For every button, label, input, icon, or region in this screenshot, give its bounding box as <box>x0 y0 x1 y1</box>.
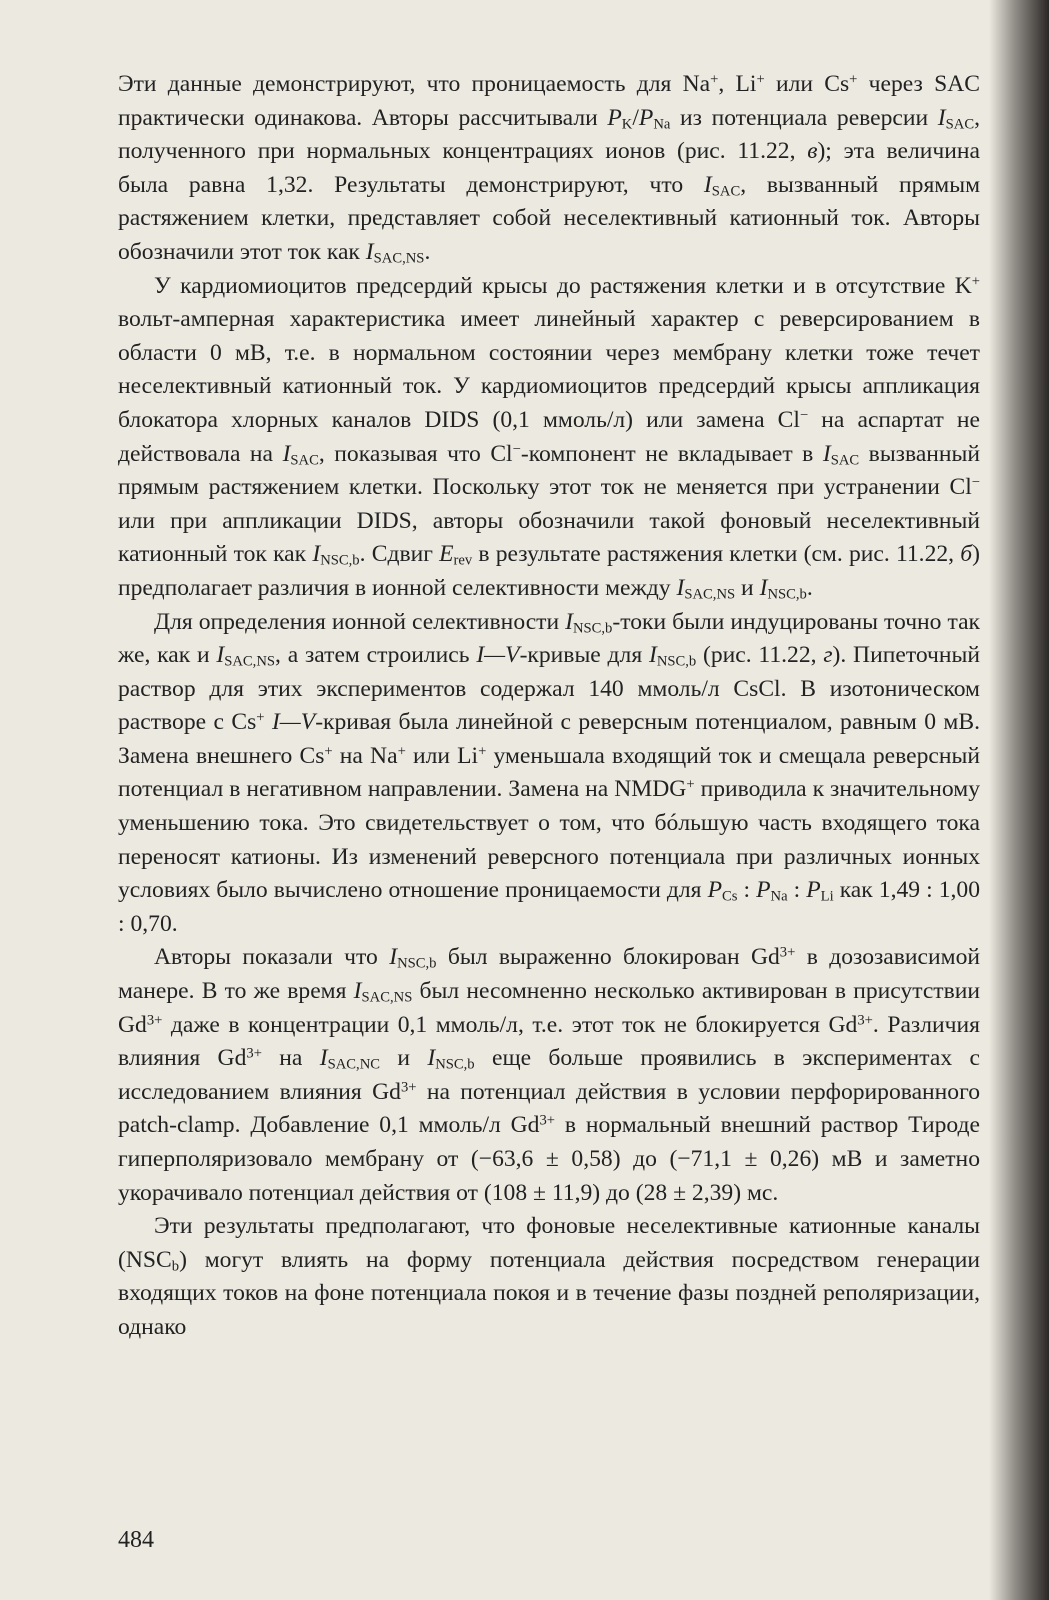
text-run: в нормальный внешний раствор Тироде гиперполяризовало мембрану от (−63,6 ± 0,58) до (−71,1 ± 0,26) мВ и заметно укорачивало потенциал действия от (108 ± 11,9) до (28 ± 2,39) мс. <box>118 1112 980 1206</box>
text-run: еще больше проявились в экспериментах с исследованием влияния Gd <box>118 1045 980 1105</box>
text-run: через SAC практически одинакова. Авторы рассчитывали <box>118 71 980 131</box>
text-run: 3+ <box>857 1012 873 1029</box>
text-run: и <box>380 1045 428 1072</box>
text-run: / <box>632 104 639 131</box>
text-run: I <box>937 104 946 131</box>
text-run: 3+ <box>246 1045 262 1062</box>
text-run: -кривые для <box>519 642 649 669</box>
text-run: I—V <box>476 642 520 669</box>
text-run: 3+ <box>779 945 796 962</box>
text-run: P <box>607 104 622 131</box>
text-run: вызванный прямым растяжением клетки. Поскольку этот ток не меняется при устранении Cl <box>118 440 981 501</box>
text-run: был несомненно несколько активирован в присутствии Gd <box>118 978 980 1038</box>
text-run: − <box>971 474 980 491</box>
text-run: -компонент не вкладывает в <box>520 440 823 467</box>
text-run: в результате растяжения клетки (см. рис. 11.22, <box>472 541 961 568</box>
text-run: I <box>216 642 225 669</box>
paragraph-4 <box>118 941 980 1210</box>
text-run: NSC,b <box>320 552 360 569</box>
text-run: , Li <box>718 71 757 97</box>
text-run: 3+ <box>400 1079 417 1096</box>
text-run: I <box>648 642 657 669</box>
text-run: + <box>397 743 406 760</box>
page-number: 484 <box>118 1527 154 1553</box>
text-run: приводила к значительному уменьшению тока. Это свидетельствует о том, что бóльшую часть входящего тока переносят катионы. Из изменений реверсного потенциала при различных ионных условиях было вычислено отношение проницаемости для <box>118 776 980 904</box>
body-text <box>118 68 980 1345</box>
text-run: : <box>787 877 807 904</box>
text-run: Na <box>770 888 788 905</box>
text-run: I <box>365 238 374 265</box>
text-run: K <box>621 116 633 133</box>
text-run: I <box>759 574 768 601</box>
text-run: Li <box>820 888 834 905</box>
text-run: Эти результаты предполагают, что фоновые неселективные катионные каналы (NSC <box>118 1213 980 1273</box>
paragraph-1 <box>118 68 980 270</box>
text-run: как 1,49 : 1,00 : 0,70. <box>118 877 981 937</box>
text-run: NSC,b <box>767 586 807 603</box>
text-run: на аспартат не действовала на <box>118 406 980 467</box>
text-run: NSC,b <box>656 653 697 670</box>
text-run: SAC,NC <box>327 1056 381 1073</box>
text-run: Cs <box>721 888 738 905</box>
text-run: или Cs <box>764 71 850 97</box>
text-run: + <box>478 743 487 760</box>
text-run: SAC <box>830 452 860 469</box>
text-run: : <box>737 877 757 904</box>
text-run: + <box>256 709 265 726</box>
text-run: -токи были индуцированы точно так же, как и <box>118 608 980 669</box>
text-run: I <box>353 978 362 1005</box>
text-run: У кардиомиоцитов предсердий крысы до растяжения клетки и в отсутствие K <box>154 272 972 299</box>
text-run: уменьшала входящий ток и смещала реверсный потенциал в негативном направлении. Замена на NMDG <box>118 742 981 803</box>
text-run: ) предполагает различия в ионной селективности между <box>118 541 980 601</box>
text-run: . Различия влияния Gd <box>118 1011 980 1072</box>
text-run: и <box>735 574 760 601</box>
text-run: ). Пипеточный раствор для этих экспериментов содержал 140 ммоль/л CsCl. В изотоническом растворе с Cs <box>118 642 980 736</box>
text-run: I—V <box>271 709 316 736</box>
text-run: из потенциала реверсии <box>670 104 938 131</box>
text-run: P <box>707 877 722 904</box>
text-run: на Na <box>332 742 398 769</box>
text-run: Эти данные демонстрируют, что проницаемость для Na <box>118 71 711 97</box>
text-run: SAC,NS <box>684 586 736 603</box>
text-run: I <box>312 541 321 568</box>
text-run: P <box>756 877 771 904</box>
text-run: I <box>703 171 712 198</box>
text-run: b <box>171 1258 180 1275</box>
text-run: в дозозависимой манере. В то же время <box>118 944 981 1005</box>
text-run: rev <box>453 552 473 569</box>
text-run: г <box>823 642 833 669</box>
text-run: + <box>324 743 333 760</box>
text-run: Na <box>653 116 671 133</box>
text-run: Авторы показали что <box>154 944 390 971</box>
text-run: I <box>427 1045 436 1072</box>
text-run: SAC <box>711 183 741 200</box>
text-run: − <box>512 441 521 458</box>
text-run: I <box>389 944 398 971</box>
text-run: Для определения ионной селективности <box>154 608 566 635</box>
text-run: + <box>849 71 858 88</box>
text-run: 3+ <box>146 1012 163 1029</box>
paragraph-3 <box>118 606 980 942</box>
text-run: на потенциал действия в условии перфорированного patch-clamp. Добавление 0,1 ммоль/л Gd <box>118 1078 980 1139</box>
text-run: -кривая была линейной с реверсным потенциалом, равным 0 мВ. Замена внешнего Cs <box>118 709 980 769</box>
text-run: , полученного при нормальных концентрациях ионов (рис. 11.22, <box>118 104 980 165</box>
text-run: вольт-амперная характеристика имеет линейный характер с реверсированием в области 0 мВ, т.е. в нормальном состоянии через мембрану клетки тоже течет неселективный катионный ток. У кардиомиоцитов предсердий крысы аппликация блокатора хлорных каналов DIDS (0,1 ммоль/л) или замена Cl <box>118 306 980 433</box>
text-run: I <box>676 574 685 601</box>
text-run: + <box>686 777 695 794</box>
text-run: на <box>261 1045 320 1072</box>
page-edge-shadow <box>989 0 1049 1600</box>
text-run: SAC <box>290 452 319 469</box>
text-run: + <box>710 71 719 88</box>
paragraph-2 <box>118 270 980 606</box>
text-run: , а затем строились <box>275 642 477 669</box>
text-run: (рис. 11.22, <box>696 642 824 669</box>
text-run: ); эта величина была равна 1,32. Результаты демонстрируют, что <box>118 138 980 198</box>
text-run: SAC,NS <box>373 250 425 267</box>
text-run: или при аппликации DIDS, авторы обозначили такой фоновый неселективный катионный ток как <box>118 507 980 568</box>
text-run: , вызванный прямым растяжением клетки, представляет собой неселективный катионный ток. Авторы обозначили этот ток как <box>118 171 981 265</box>
text-run: б <box>960 541 973 568</box>
text-run: SAC,NS <box>361 989 413 1006</box>
text-run: + <box>971 273 980 290</box>
text-run: или Li <box>405 742 479 769</box>
text-run: − <box>799 407 809 424</box>
text-run: I <box>282 440 291 467</box>
text-run: . Сдвиг <box>359 541 440 568</box>
text-run: . <box>424 238 431 265</box>
text-run: + <box>756 71 765 88</box>
text-run: NSC,b <box>435 1056 475 1073</box>
text-run: SAC <box>945 116 975 133</box>
text-run: ) могут влиять на форму потенциала действия посредством генерации входящих токов на фоне потенциала покоя и в течение фазы поздней реполяризации, однако <box>118 1246 980 1340</box>
paragraph-5 <box>118 1210 980 1344</box>
text-run: SAC,NS <box>224 653 276 670</box>
text-run: 3+ <box>539 1113 556 1130</box>
text-run: I <box>565 608 573 635</box>
text-run: I <box>822 440 831 467</box>
text-run: E <box>439 541 454 568</box>
text-run: даже в концентрации 0,1 ммоль/л, т.е. этот ток не блокируется Gd <box>162 1011 858 1038</box>
text-run: в <box>807 138 818 165</box>
text-run: P <box>638 104 654 131</box>
text-run: . <box>806 574 813 601</box>
text-run: I <box>319 1045 328 1072</box>
text-run: , показывая что Cl <box>318 440 513 467</box>
text-run: NSC,b <box>397 956 437 973</box>
text-run: P <box>806 877 821 904</box>
text-run: был выраженно блокирован Gd <box>436 944 780 971</box>
text-run: NSC,b <box>572 620 613 637</box>
text-run <box>265 709 272 735</box>
